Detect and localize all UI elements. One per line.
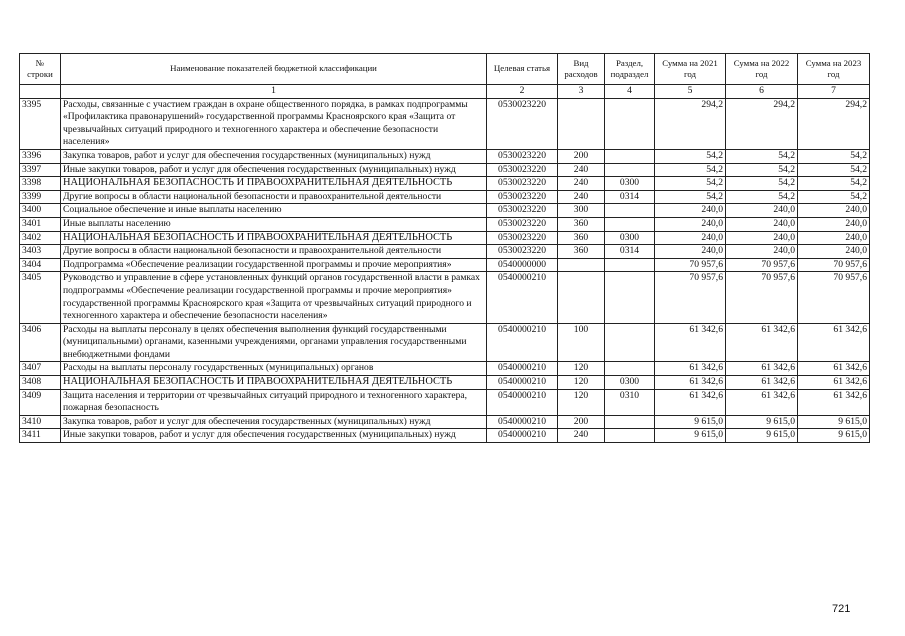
section-cell [605,415,655,429]
section-cell [605,362,655,376]
sum-2022-cell: 54,2 [726,177,798,191]
sum-2023-cell: 70 957,6 [798,272,870,323]
row-number-cell: 3396 [20,149,61,163]
row-name-cell: Закупка товаров, работ и услуг для обеспечения государственных (муниципальных) нужд [61,149,487,163]
table-row [20,163,870,177]
header-target: Целевая статья [487,54,558,85]
expense-kind-cell: 240 [558,177,605,191]
header-sum-2023: Сумма на 2023 год [798,54,870,85]
target-article-cell: 0530023220 [487,217,558,231]
target-article-cell: 0540000210 [487,376,558,390]
index-cell: 2 [487,85,558,99]
table-row [20,204,870,218]
table-row [20,429,870,443]
index-row [20,85,870,99]
row-number-cell: 3405 [20,272,61,323]
expense-kind-cell: 200 [558,415,605,429]
header-sum-2021: Сумма на 2021 год [655,54,726,85]
target-article-cell: 0540000210 [487,272,558,323]
section-cell [605,429,655,443]
sum-2023-cell: 9 615,0 [798,415,870,429]
section-cell: 0314 [605,190,655,204]
index-cell: 7 [798,85,870,99]
target-article-cell: 0540000000 [487,258,558,272]
header-row-no: № строки [20,54,61,85]
row-name-cell: Защита населения и территории от чрезвычайных ситуаций природного и техногенного характера, пожарная безопасность [61,389,487,415]
expense-kind-cell: 360 [558,245,605,259]
table-row [20,177,870,191]
row-number-cell: 3408 [20,376,61,390]
row-name-cell: Иные закупки товаров, работ и услуг для обеспечения государственных (муниципальных) нужд [61,163,487,177]
sum-2021-cell: 70 957,6 [655,272,726,323]
row-name-cell: Социальное обеспечение и иные выплаты населению [61,204,487,218]
index-cell: 4 [605,85,655,99]
section-cell [605,272,655,323]
sum-2021-cell: 61 342,6 [655,323,726,362]
table-row [20,231,870,245]
row-number-cell: 3395 [20,98,61,149]
sum-2022-cell: 54,2 [726,163,798,177]
table-row [20,272,870,323]
target-article-cell: 0530023220 [487,245,558,259]
sum-2023-cell: 240,0 [798,231,870,245]
row-number-cell: 3409 [20,389,61,415]
sum-2022-cell: 9 615,0 [726,429,798,443]
sum-2021-cell: 54,2 [655,190,726,204]
table-row [20,415,870,429]
sum-2021-cell: 294,2 [655,98,726,149]
target-article-cell: 0530023220 [487,190,558,204]
expense-kind-cell [558,272,605,323]
row-number-cell: 3399 [20,190,61,204]
sum-2023-cell: 54,2 [798,190,870,204]
index-cell: 3 [558,85,605,99]
expense-kind-cell: 240 [558,429,605,443]
sum-2023-cell: 54,2 [798,149,870,163]
page-number: 721 [832,603,851,615]
target-article-cell: 0530023220 [487,98,558,149]
table-row [20,217,870,231]
expense-kind-cell: 100 [558,323,605,362]
sum-2022-cell: 54,2 [726,149,798,163]
row-number-cell: 3401 [20,217,61,231]
sum-2022-cell: 70 957,6 [726,272,798,323]
sum-2022-cell: 240,0 [726,245,798,259]
table-row [20,245,870,259]
target-article-cell: 0530023220 [487,204,558,218]
index-cell: 1 [61,85,487,99]
section-cell [605,149,655,163]
sum-2021-cell: 61 342,6 [655,362,726,376]
sum-2021-cell: 54,2 [655,177,726,191]
row-number-cell: 3397 [20,163,61,177]
expense-kind-cell: 300 [558,204,605,218]
target-article-cell: 0540000210 [487,389,558,415]
index-cell: 5 [655,85,726,99]
row-number-cell: 3404 [20,258,61,272]
sum-2023-cell: 54,2 [798,177,870,191]
row-number-cell: 3410 [20,415,61,429]
row-name-cell: Иные закупки товаров, работ и услуг для обеспечения государственных (муниципальных) нужд [61,429,487,443]
sum-2023-cell: 294,2 [798,98,870,149]
target-article-cell: 0540000210 [487,362,558,376]
section-cell: 0300 [605,376,655,390]
expense-kind-cell: 360 [558,217,605,231]
header-section: Раздел, подраздел [605,54,655,85]
sum-2022-cell: 61 342,6 [726,323,798,362]
sum-2022-cell: 61 342,6 [726,376,798,390]
row-name-cell: Руководство и управление в сфере установленных функций органов государственной власти в рамках подпрограммы «Обеспечение реализации государственной программы и прочие мероприятия» государственной программы Красноярского края «Защита от чрезвычайных ситуаций природного и техногенного характера и обеспечение безопасности населения» [61,272,487,323]
sum-2022-cell: 61 342,6 [726,362,798,376]
target-article-cell: 0530023220 [487,163,558,177]
sum-2023-cell: 54,2 [798,163,870,177]
table-row [20,149,870,163]
expense-kind-cell: 120 [558,376,605,390]
sum-2021-cell: 54,2 [655,149,726,163]
table-row [20,389,870,415]
budget-table [19,53,870,443]
row-number-cell: 3407 [20,362,61,376]
table-body [20,98,870,442]
row-name-cell: Другие вопросы в области национальной безопасности и правоохранительной деятельности [61,245,487,259]
sum-2022-cell: 54,2 [726,190,798,204]
sum-2021-cell: 9 615,0 [655,429,726,443]
expense-kind-cell: 200 [558,149,605,163]
section-cell [605,217,655,231]
sum-2022-cell: 70 957,6 [726,258,798,272]
index-cell: 6 [726,85,798,99]
row-name-cell: Закупка товаров, работ и услуг для обеспечения государственных (муниципальных) нужд [61,415,487,429]
sum-2022-cell: 294,2 [726,98,798,149]
row-name-cell: НАЦИОНАЛЬНАЯ БЕЗОПАСНОСТЬ И ПРАВООХРАНИТЕЛЬНАЯ ДЕЯТЕЛЬНОСТЬ [61,376,487,390]
sum-2022-cell: 9 615,0 [726,415,798,429]
row-name-cell: Расходы, связанные с участием граждан в охране общественного порядка, в рамках подпрограммы «Профилактика правонарушений» государственной программы Красноярского края «Защита от чрезвычайных ситуаций природного и техногенного характера и обеспечение безопасности населения» [61,98,487,149]
header-kind: Вид расходов [558,54,605,85]
sum-2021-cell: 240,0 [655,231,726,245]
sum-2021-cell: 240,0 [655,245,726,259]
sum-2023-cell: 61 342,6 [798,389,870,415]
section-cell [605,98,655,149]
row-number-cell: 3403 [20,245,61,259]
sum-2021-cell: 54,2 [655,163,726,177]
sum-2021-cell: 61 342,6 [655,376,726,390]
section-cell [605,204,655,218]
row-number-cell: 3411 [20,429,61,443]
expense-kind-cell: 240 [558,190,605,204]
expense-kind-cell: 360 [558,231,605,245]
row-name-cell: Другие вопросы в области национальной безопасности и правоохранительной деятельности [61,190,487,204]
sum-2021-cell: 9 615,0 [655,415,726,429]
target-article-cell: 0540000210 [487,415,558,429]
row-number-cell: 3402 [20,231,61,245]
sum-2023-cell: 61 342,6 [798,362,870,376]
sum-2022-cell: 240,0 [726,204,798,218]
row-name-cell: НАЦИОНАЛЬНАЯ БЕЗОПАСНОСТЬ И ПРАВООХРАНИТЕЛЬНАЯ ДЕЯТЕЛЬНОСТЬ [61,231,487,245]
sum-2023-cell: 240,0 [798,204,870,218]
target-article-cell: 0540000210 [487,429,558,443]
section-cell: 0314 [605,245,655,259]
row-number-cell: 3406 [20,323,61,362]
header-sum-2022: Сумма на 2022 год [726,54,798,85]
sum-2022-cell: 240,0 [726,217,798,231]
row-number-cell: 3400 [20,204,61,218]
sum-2023-cell: 70 957,6 [798,258,870,272]
expense-kind-cell: 120 [558,389,605,415]
expense-kind-cell [558,258,605,272]
target-article-cell: 0530023220 [487,177,558,191]
sum-2023-cell: 61 342,6 [798,323,870,362]
table-row [20,190,870,204]
table-row [20,258,870,272]
section-cell [605,163,655,177]
sum-2023-cell: 61 342,6 [798,376,870,390]
table-row [20,376,870,390]
sum-2021-cell: 61 342,6 [655,389,726,415]
sum-2023-cell: 240,0 [798,217,870,231]
section-cell: 0300 [605,231,655,245]
sum-2021-cell: 240,0 [655,217,726,231]
row-name-cell: Подпрограмма «Обеспечение реализации государственной программы и прочие мероприятия» [61,258,487,272]
sum-2022-cell: 240,0 [726,231,798,245]
table-row [20,362,870,376]
section-cell: 0310 [605,389,655,415]
row-number-cell: 3398 [20,177,61,191]
table-row [20,323,870,362]
sum-2023-cell: 240,0 [798,245,870,259]
expense-kind-cell [558,98,605,149]
sum-2023-cell: 9 615,0 [798,429,870,443]
section-cell: 0300 [605,177,655,191]
header-row [20,54,870,85]
section-cell [605,258,655,272]
sum-2021-cell: 70 957,6 [655,258,726,272]
row-name-cell: Иные выплаты населению [61,217,487,231]
index-cell-empty [20,85,61,99]
sum-2021-cell: 240,0 [655,204,726,218]
expense-kind-cell: 120 [558,362,605,376]
target-article-cell: 0530023220 [487,149,558,163]
row-name-cell: НАЦИОНАЛЬНАЯ БЕЗОПАСНОСТЬ И ПРАВООХРАНИТЕЛЬНАЯ ДЕЯТЕЛЬНОСТЬ [61,177,487,191]
row-name-cell: Расходы на выплаты персоналу государственных (муниципальных) органов [61,362,487,376]
table-row [20,98,870,149]
row-name-cell: Расходы на выплаты персоналу в целях обеспечения выполнения функций государственными (муниципальными) органами, казенными учреждениями, органами управления государственными внебюджетными фондами [61,323,487,362]
header-name: Наименование показателей бюджетной классификации [61,54,487,85]
expense-kind-cell: 240 [558,163,605,177]
target-article-cell: 0540000210 [487,323,558,362]
target-article-cell: 0530023220 [487,231,558,245]
sum-2022-cell: 61 342,6 [726,389,798,415]
section-cell [605,323,655,362]
